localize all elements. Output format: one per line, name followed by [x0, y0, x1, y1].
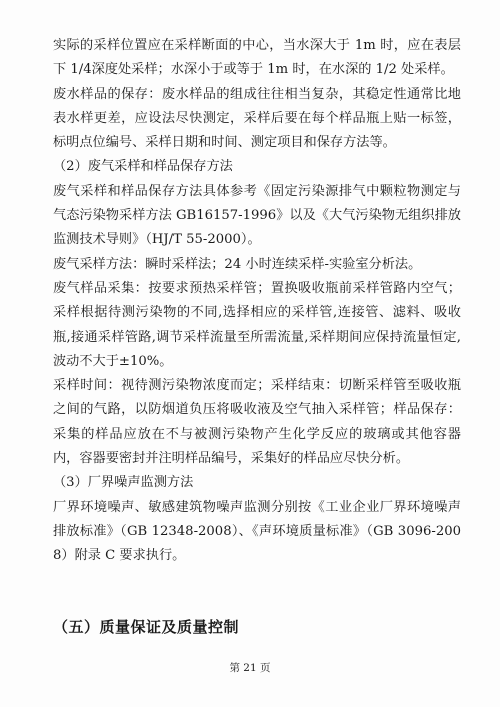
section-heading-quality-control: （五）质量保证及质量控制: [53, 618, 240, 636]
paragraph-sampling-position: 实际的采样位置应在采样断面的中心，当水深大于 1m 时，应在表层下 1/4深度处采样；水深小于或等于 1m 时，在水深的 1/2 处采样。: [53, 38, 461, 78]
paragraph-noise-standards: 厂界环境噪声、敏感建筑物噪声监测分别按《工业企业厂界环境噪声排放标准》（GB 12348-2008）、《声环境质量标准》（GB 3096-2008）附录 C 要求执行。: [53, 499, 461, 564]
page-number: 第 21 页: [229, 662, 271, 674]
subheading-exhaust-gas: （2）废气采样和样品保存方法: [53, 159, 233, 175]
paragraph-exhaust-collection: 废气样品采集：按要求预热采样管；置换吸收瓶前采样管路内空气；采样根据待测污染物的不同,选择相应的采样管,连接管、滤料、吸收瓶,接通采样管路,调节采样流量至所需流量,采样期间应保持流量恒定,波动不大于±10%。: [53, 280, 461, 369]
paragraph-exhaust-reference: 废气采样和样品保存方法具体参考《固定污染源排气中颗粒物测定与气态污染物采样方法 GB16157-1996》以及《大气污染物无组织排放监测技术导则》（HJ/T 55-2000）。: [53, 183, 461, 248]
paragraph-exhaust-method: 废气采样方法：瞬时采样法；24 小时连续采样-实验室分析法。: [53, 256, 422, 272]
paragraph-sampling-time: 采样时间：视待测污染物浓度而定；采样结束：切断采样管至吸收瓶之间的气路，以防烟道负压将吸收液及空气抽入采样管；样品保存：采集的样品应放在不与被测污染物产生化学反应的玻璃或其他容器内，容器要密封并注明样品编号，采集好的样品应尽快分析。: [53, 378, 461, 467]
paragraph-wastewater-preservation: 废水样品的保存：废水样品的组成往往相当复杂，其稳定性通常比地表水样更差，应设法尽快测定，采样后要在每个样品瓶上贴一标签，标明点位编号、采样日期和时间、测定项目和保存方法等。: [53, 86, 461, 151]
subheading-boundary-noise: （3）厂界噪声监测方法: [53, 475, 194, 491]
body-text: [53, 34, 461, 569]
